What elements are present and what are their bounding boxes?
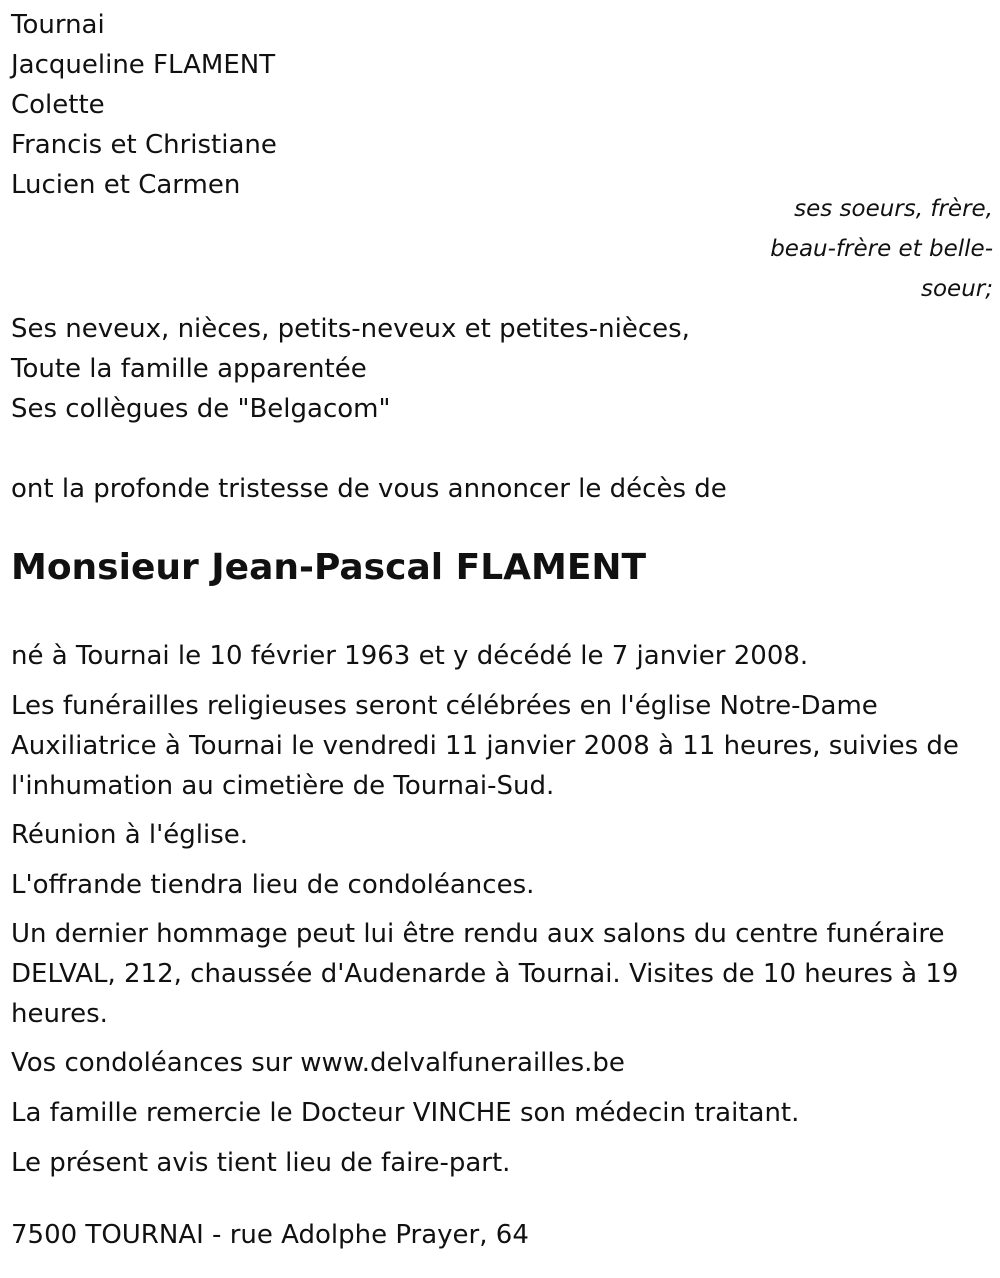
offering: L'offrande tiendra lieu de condoléances. — [11, 870, 535, 900]
birth-death: né à Tournai le 10 février 1963 et y décédé le 7 janvier 2008. — [11, 641, 809, 671]
condolences-line: Vos condoléances sur www.delvalfunerailles.be — [11, 1048, 625, 1078]
announcement: ont la profonde tristesse de vous annoncer le décès de — [11, 474, 727, 504]
relation-line: ses soeurs, frère, — [794, 196, 993, 222]
family-member: Colette — [11, 90, 105, 120]
funeral-line: l'inhumation au cimetière de Tournai-Sud. — [11, 771, 555, 801]
notice: Le présent avis tient lieu de faire-part. — [11, 1148, 511, 1178]
family-member: Francis et Christiane — [11, 130, 277, 160]
relation-line: beau-frère et belle- — [770, 236, 993, 262]
address: 7500 TOURNAI - rue Adolphe Prayer, 64 — [11, 1220, 529, 1250]
tribute-line: Un dernier hommage peut lui être rendu aux salons du centre funéraire — [11, 919, 945, 949]
funeral-line: Auxiliatrice à Tournai le vendredi 11 janvier 2008 à 11 heures, suivies de — [11, 731, 959, 761]
tribute-line: DELVAL, 212, chaussée d'Audenarde à Tournai. Visites de 10 heures à 19 — [11, 959, 959, 989]
header-city: Tournai — [11, 10, 105, 40]
thanks: La famille remercie le Docteur VINCHE son médecin traitant. — [11, 1098, 800, 1128]
extended-family-line: Toute la famille apparentée — [11, 354, 367, 384]
meeting: Réunion à l'église. — [11, 820, 249, 850]
family-member: Jacqueline FLAMENT — [11, 50, 276, 80]
deceased-name: Monsieur Jean-Pascal FLAMENT — [11, 547, 647, 588]
extended-family-line: Ses collègues de "Belgacom" — [11, 394, 391, 424]
relation-line: soeur; — [921, 276, 993, 302]
tribute-line: heures. — [11, 999, 108, 1029]
family-member: Lucien et Carmen — [11, 170, 241, 200]
funeral-line: Les funérailles religieuses seront célébrées en l'église Notre-Dame — [11, 691, 878, 721]
extended-family-line: Ses neveux, nièces, petits-neveux et petites-nièces, — [11, 314, 690, 344]
